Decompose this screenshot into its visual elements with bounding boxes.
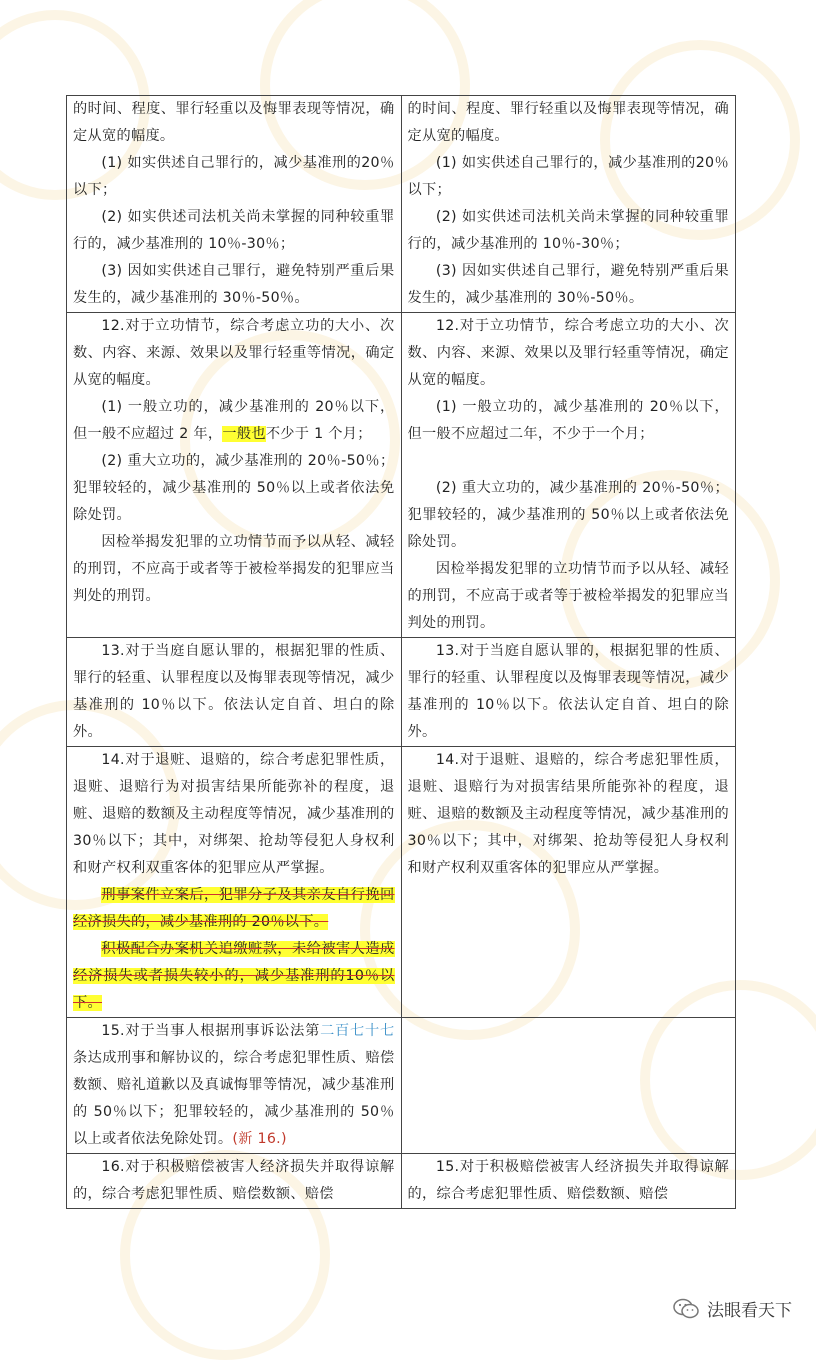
new-version-cell	[401, 313, 736, 638]
paragraph-text: 14.对于退赃、退赔的，综合考虑犯罪性质，退赃、退赔行为对损害结果所能弥补的程度，退赃、退赔的数额及主动程度等情况，减少基准刑的 30％以下；其中，对绑架、抢劫等侵犯人身权利和财产权利双重客体的犯罪应从严掌握。	[407, 752, 729, 876]
old-version-cell	[67, 638, 402, 747]
paragraph-text: 因检举揭发犯罪的立功情节而予以从轻、减轻的刑罚，不应高于或者等于被检举揭发的犯罪应当判处的刑罚。	[73, 534, 395, 604]
old-version-cell	[67, 1018, 402, 1154]
paragraph-text: 的时间、程度、罪行轻重以及悔罪表现等情况，确定从宽的幅度。	[407, 101, 729, 144]
paragraph	[73, 747, 395, 882]
paragraph	[73, 1018, 395, 1153]
highlighted-text: 一般也	[222, 426, 266, 442]
table-row	[67, 747, 736, 1018]
paragraph	[73, 638, 395, 746]
paragraph	[73, 96, 395, 150]
paragraph-text: 15.对于当事人根据刑事诉讼法第	[101, 1023, 321, 1039]
paragraph	[408, 638, 730, 746]
paragraph	[408, 150, 730, 204]
new-version-cell	[401, 747, 736, 1018]
paragraph-text: (1) 一般立功的，减少基准刑的 20％以下，但一般不应超过 2 年，	[73, 399, 395, 442]
paragraph-text: 条达成刑事和解协议的，综合考虑犯罪性质、赔偿数额、赔礼道歉以及真诚悔罪等情况，减少基准刑的 50％以下；犯罪较轻的，减少基准刑的 50％以上或者依法免除处罚。	[73, 1050, 395, 1147]
paragraph-text: 12.对于立功情节，综合考虑立功的大小、次数、内容、来源、效果以及罪行轻重等情况，确定从宽的幅度。	[407, 318, 729, 388]
paragraph	[73, 204, 395, 258]
paragraph	[408, 204, 730, 258]
paragraph-text: 因检举揭发犯罪的立功情节而予以从轻、减轻的刑罚，不应高于或者等于被检举揭发的犯罪应当判处的刑罚。	[407, 561, 729, 631]
table-row	[67, 96, 736, 313]
comparison-table	[66, 95, 736, 1209]
paragraph-text: (2) 重大立功的，减少基准刑的 20％-50％；犯罪较轻的，减少基准刑的 50％以上或者依法免除处罚。	[407, 480, 729, 550]
old-version-cell	[67, 1154, 402, 1209]
paragraph-text: (1) 如实供述自己罪行的，减少基准刑的20％以下；	[407, 155, 729, 198]
paragraph	[408, 313, 730, 394]
paragraph-text: (2) 如实供述司法机关尚未掌握的同种较重罪行的，减少基准刑的 10％-30％；	[73, 209, 395, 252]
paragraph-text: (3) 因如实供述自己罪行，避免特别严重后果发生的，减少基准刑的 30％-50％。	[73, 263, 395, 306]
paragraph-text: 12.对于立功情节，综合考虑立功的大小、次数、内容、来源、效果以及罪行轻重等情况，确定从宽的幅度。	[73, 318, 395, 388]
table-row	[67, 1018, 736, 1154]
paragraph	[408, 1154, 730, 1208]
paragraph	[73, 1154, 395, 1208]
paragraph	[73, 313, 395, 394]
wechat-icon	[673, 1298, 699, 1320]
new-version-cell	[401, 96, 736, 313]
old-version-cell	[67, 96, 402, 313]
new-version-cell	[401, 1154, 736, 1209]
deleted-text: 刑事案件立案后，犯罪分子及其亲友自行挽回经济损失的，减少基准刑的 20％以下。	[73, 887, 395, 930]
paragraph	[408, 258, 730, 312]
paragraph	[73, 394, 395, 448]
paragraph-text: 16.对于积极赔偿被害人经济损失并取得谅解的，综合考虑犯罪性质、赔偿数额、赔偿	[73, 1159, 395, 1202]
paragraph-text: (1) 一般立功的，减少基准刑的 20％以下，但一般不应超过二年，不少于一个月；	[407, 399, 729, 442]
spacer	[408, 448, 730, 475]
new-version-cell	[401, 638, 736, 747]
old-version-cell	[67, 313, 402, 638]
table-row	[67, 638, 736, 747]
paragraph	[408, 556, 730, 637]
paragraph-text: 13.对于当庭自愿认罪的，根据犯罪的性质、罪行的轻重、认罪程度以及悔罪表现等情况，减少基准刑的 10％以下。依法认定自首、坦白的除外。	[73, 643, 395, 740]
paragraph-text: 不少于 1 个月；	[265, 426, 372, 442]
paragraph	[73, 448, 395, 529]
paragraph-text: 13.对于当庭自愿认罪的，根据犯罪的性质、罪行的轻重、认罪程度以及悔罪表现等情况，减少基准刑的 10％以下。依法认定自首、坦白的除外。	[407, 643, 729, 740]
deleted-paragraph	[73, 936, 395, 1017]
table-row	[67, 313, 736, 638]
paragraph-text: (2) 重大立功的，减少基准刑的 20％-50％；犯罪较轻的，减少基准刑的 50％以上或者依法免除处罚。	[73, 453, 395, 523]
paragraph-text: (2) 如实供述司法机关尚未掌握的同种较重罪行的，减少基准刑的 10％-30％；	[407, 209, 729, 252]
paragraph	[408, 394, 730, 448]
paragraph	[408, 475, 730, 556]
deleted-text: 积极配合办案机关追缴赃款，未给被害人造成经济损失或者损失较小的，减少基准刑的10％以下。	[73, 941, 395, 1011]
paragraph-text: 14.对于退赃、退赔的，综合考虑犯罪性质，退赃、退赔行为对损害结果所能弥补的程度，退赃、退赔的数额及主动程度等情况，减少基准刑的 30％以下；其中，对绑架、抢劫等侵犯人身权利和财产权利双重客体的犯罪应从严掌握。	[73, 752, 395, 876]
paragraph	[408, 96, 730, 150]
old-version-cell	[67, 747, 402, 1018]
paragraph-text: (3) 因如实供述自己罪行，避免特别严重后果发生的，减少基准刑的 30％-50％。	[407, 263, 729, 306]
footer-attribution	[673, 1296, 792, 1321]
new-version-cell	[401, 1018, 736, 1154]
table-row	[67, 1154, 736, 1209]
paragraph	[73, 529, 395, 610]
deleted-paragraph	[73, 882, 395, 936]
article-number-link: 二百七十七	[320, 1023, 395, 1039]
paragraph-text: 15.对于积极赔偿被害人经济损失并取得谅解的，综合考虑犯罪性质、赔偿数额、赔偿	[407, 1159, 729, 1202]
paragraph	[73, 150, 395, 204]
account-name: 法眼看天下	[707, 1301, 792, 1321]
paragraph	[73, 258, 395, 312]
paragraph	[408, 747, 730, 882]
new-number-note: (新 16.)	[232, 1131, 287, 1147]
paragraph-text: 的时间、程度、罪行轻重以及悔罪表现等情况，确定从宽的幅度。	[73, 101, 395, 144]
paragraph-text: (1) 如实供述自己罪行的，减少基准刑的20％以下；	[73, 155, 395, 198]
